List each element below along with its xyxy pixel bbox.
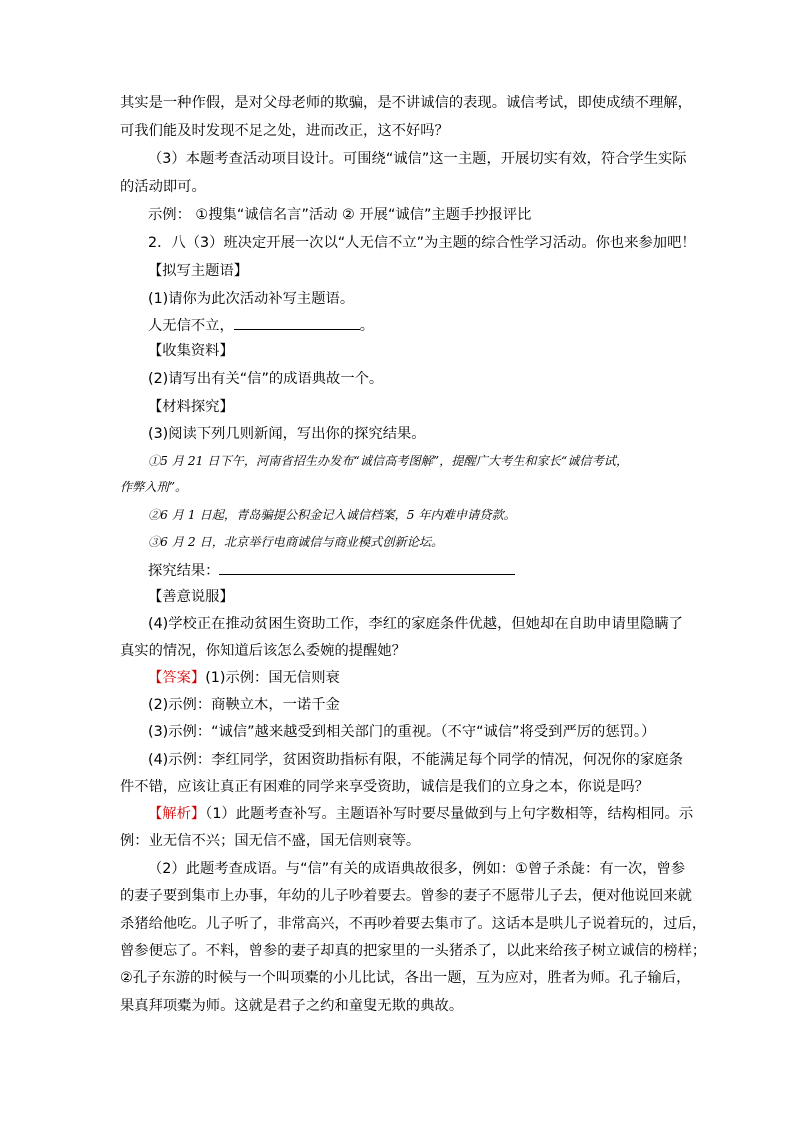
analysis-line (148, 804, 693, 824)
analysis-text-line: 可我们能及时发现不足之处，进而改正，这不好吗？ (120, 123, 449, 139)
analysis-text: （1）此题考查补写。主题语补写时要尽量做到与上句字数相等，结构相同。示 (205, 806, 694, 822)
answer-text: (1)示例：国无信则衰 (205, 670, 340, 686)
fill-in-prefix: 探究结果： (148, 563, 220, 579)
news-item: ①5 月 21 日下午，河南省招生办发布“诚信高考图解”，提醒广大考生和家长“诚信考试， (148, 454, 629, 468)
answer-line: 件不错，应该让真正有困难的同学来享受资助，诚信是我们的立身之本，你说是吗？ (120, 779, 649, 795)
section-heading: 【收集资料】 (148, 343, 234, 359)
analysis-text-line: 例：业无信不兴；国无信不盛，国无信则衰等。 (120, 833, 421, 849)
analysis-text-line: 果真拜项橐为师。这就是君子之约和童叟无欺的典故。 (120, 998, 464, 1014)
news-item: 作弊入刑”。 (120, 480, 188, 494)
answer-blank (219, 560, 515, 575)
analysis-text-line: （3）本题考查活动项目设计。可围绕“诚信”这一主题，开展切实有效，符合学生实际 (148, 151, 687, 167)
answer-line (148, 668, 340, 688)
analysis-text-line: 的妻子要到集市上办事，年幼的儿子吵着要去。曾参的妻子不愿带儿子去，便对他说回来就 (120, 888, 692, 904)
question-item: (1)请你为此次活动补写主题语。 (148, 291, 355, 307)
fill-in-prefix: 人无信不立， (148, 318, 234, 334)
section-heading: 【善意说服】 (148, 589, 234, 605)
fill-in-line (148, 315, 374, 336)
analysis-text-line: ②孔子东游的时候与一个叫项橐的小儿比试，各出一题，互为应对，胜者为师。孔子输后， (120, 970, 691, 986)
analysis-text-line: 其实是一种作假，是对父母老师的欺骗，是不讲诚信的表现。诚信考试，即使成绩不理解， (120, 95, 692, 111)
question-item: (2)请写出有关“信”的成语典故一个。 (148, 371, 384, 387)
question-item: (4)学校正在推动贫困生资助工作，李红的家庭条件优越，但她却在自助申请里隐瞒了 (148, 616, 683, 632)
question-item: 真实的情况，你知道后该怎么委婉的提醒她？ (120, 643, 406, 659)
analysis-text-line: 的活动即可。 (120, 179, 206, 195)
fill-in-line (148, 560, 515, 581)
answer-blank (234, 315, 360, 330)
news-item: ③6 月 2 日，北京举行电商诚信与商业模式创新论坛。 (148, 535, 444, 549)
analysis-text-line: 曾参便忘了。不料，曾参的妻子却真的把家里的一头猪杀了，以此来给孩子树立诚信的榜样； (120, 943, 707, 959)
fill-in-suffix: 。 (359, 318, 375, 334)
question-stem: 2．八（3）班决定开展一次以“人无信不立”为主题的综合性学习活动。你也来参加吧！ (148, 235, 696, 251)
analysis-text-line: 杀猪给他吃。儿子听了，非常高兴，不再吵着要去集市了。这话本是哄儿子说着玩的，过后， (120, 916, 707, 932)
analysis-tag: 【解析】 (148, 806, 206, 822)
answer-line: (2)示例：商鞅立木，一诺千金 (148, 697, 340, 713)
answer-line: (4)示例：李红同学，贫困资助指标有限，不能满足每个同学的情况，何况你的家庭条 (148, 752, 683, 768)
section-heading: 【材料探究】 (148, 399, 234, 415)
analysis-text-line: （2）此题考查成语。与“信”有关的成语典故很多，例如：①曾子杀彘：有一次，曾参 (148, 861, 686, 877)
answer-line: (3)示例：“诚信”越来越受到相关部门的重视。（不守“诚信”将受到严厉的惩罚。） (148, 724, 656, 740)
news-item: ②6 月 1 日起，青岛骗提公积金记入诚信档案，5 年内难申请贷款。 (148, 508, 516, 522)
example-line: 示例： ①搜集“诚信名言”活动 ② 开展“诚信”主题手抄报评比 (148, 207, 532, 223)
section-heading: 【拟写主题语】 (148, 263, 249, 279)
answer-tag: 【答案】 (148, 670, 206, 686)
question-item: (3)阅读下列几则新闻，写出你的探究结果。 (148, 426, 426, 442)
